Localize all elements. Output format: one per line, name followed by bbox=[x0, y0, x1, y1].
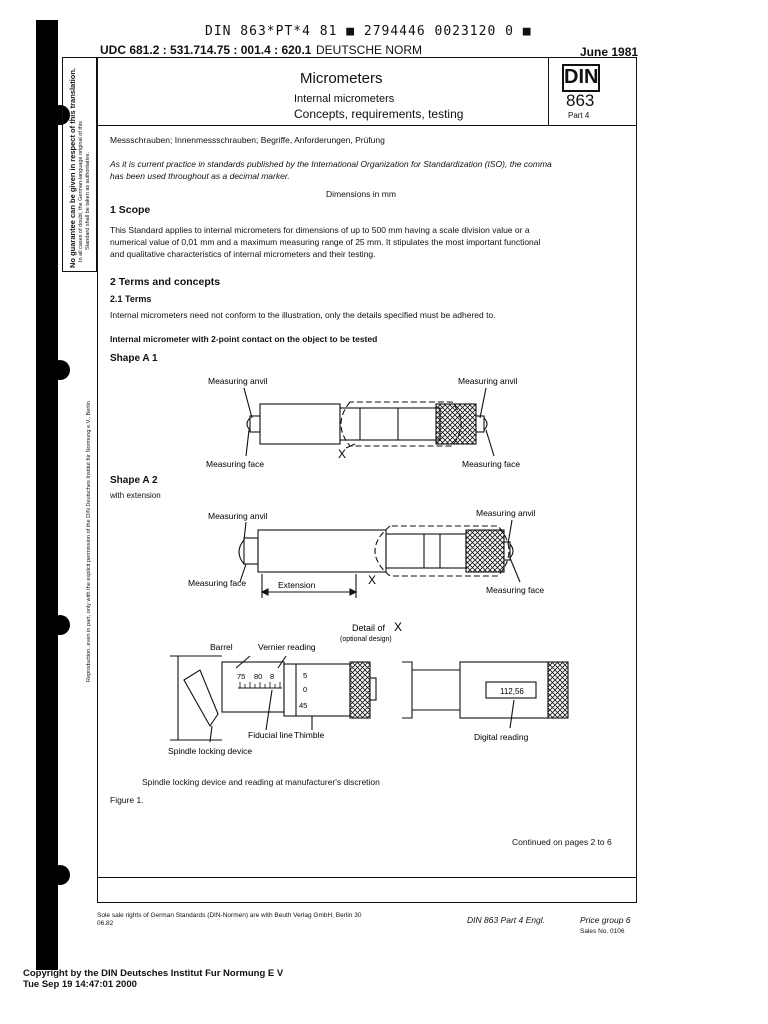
label-extension: Extension bbox=[278, 580, 316, 590]
label-measuring-face: Measuring face bbox=[206, 459, 265, 469]
scale-value: 8 bbox=[270, 672, 275, 681]
label-digital: Digital reading bbox=[474, 732, 529, 742]
document-subtitle: Concepts, requirements, testing bbox=[294, 107, 464, 121]
shape-note: with extension bbox=[110, 491, 161, 500]
iso-note: As it is current practice in standards published by the International Organization for Standardization (ISO), the comma bbox=[110, 159, 552, 169]
figure-caption: Figure 1. bbox=[110, 795, 144, 805]
scale-value: 80 bbox=[254, 672, 263, 681]
thimble-value: 45 bbox=[299, 701, 308, 710]
label-spindle-lock: Spindle locking device bbox=[168, 746, 253, 756]
label-measuring-anvil: Measuring anvil bbox=[458, 376, 518, 386]
shape-heading: Shape A 2 bbox=[110, 475, 158, 486]
scope-text: This Standard applies to internal micrometers for dimensions of up to 500 mm having a scale division value or a bbox=[110, 225, 530, 235]
scope-text: and qualitative characteristics of internal micrometers and their testing. bbox=[110, 249, 376, 259]
label-thimble: Thimble bbox=[294, 730, 325, 740]
continued-note: Continued on pages 2 to 6 bbox=[512, 837, 612, 847]
price-group: Price group 6 bbox=[580, 915, 631, 925]
edition-code: 06.82 bbox=[97, 920, 114, 927]
publication-date: June 1981 bbox=[580, 45, 639, 59]
label-measuring-face: Measuring face bbox=[462, 459, 521, 469]
digital-value: 112,56 bbox=[500, 687, 524, 696]
shape-heading: Shape A 1 bbox=[110, 353, 158, 364]
reproduction-notice: Reproduction, even in part, only with the explicit permission of the DIN Deutsches Institut für Normung e.V., Berlin bbox=[86, 401, 92, 682]
label-x: X bbox=[368, 573, 377, 587]
din-logo: DIN bbox=[562, 64, 600, 92]
print-timestamp: Tue Sep 19 14:47:01 2000 bbox=[23, 979, 137, 990]
norm-label: DEUTSCHE NORM bbox=[316, 43, 423, 57]
detail-optional: (optional design) bbox=[340, 636, 392, 643]
label-fiducial: Fiducial line bbox=[248, 730, 293, 740]
label-x: X bbox=[338, 447, 347, 461]
udc-code: UDC 681.2 : 531.714.75 : 001.4 : 620.1 bbox=[100, 43, 312, 57]
label-vernier: Vernier reading bbox=[258, 642, 316, 652]
contact-heading: Internal micrometer with 2-point contact on the object to be tested bbox=[110, 334, 378, 344]
label-measuring-anvil: Measuring anvil bbox=[208, 511, 268, 521]
subsection-heading: 2.1 Terms bbox=[110, 294, 152, 304]
thimble-value: 5 bbox=[303, 671, 308, 680]
terms-text: Internal micrometers need not conform to the illustration, only the details specified must be adhered to. bbox=[110, 310, 496, 320]
label-measuring-face: Measuring face bbox=[188, 578, 247, 588]
translation-warning: No guarantee can be given in respect of this translation. bbox=[68, 67, 77, 268]
standard-number: 863 bbox=[566, 91, 595, 110]
serial-number: DIN 863*PT*4 81 ■ 2794446 0023120 0 ■ bbox=[205, 24, 532, 39]
german-title: Messschrauben; Innenmessschrauben; Begriffe, Anforderungen, Prüfung bbox=[110, 135, 385, 145]
dimensions-note: Dimensions in mm bbox=[326, 189, 396, 199]
document-subtitle: Internal micrometers bbox=[294, 93, 395, 105]
translation-warning-detail: In all cases of doubt, the German-language original of this bbox=[78, 121, 84, 262]
sales-number: Sales No. 0106 bbox=[580, 928, 625, 935]
label-measuring-anvil: Measuring anvil bbox=[476, 508, 536, 518]
label-x: X bbox=[394, 620, 403, 634]
copyright-line: Copyright by the DIN Deutsches Institut Fur Normung E V bbox=[23, 968, 284, 979]
shape-a1-drawing bbox=[244, 388, 494, 456]
sale-rights: Sole sale rights of German Standards (DIN-Normen) are with Beuth Verlag GmbH, Berlin 30 bbox=[97, 912, 362, 919]
standard-part: Part 4 bbox=[568, 111, 590, 120]
scope-text: numerical value of 0,01 mm and a maximum measuring range of 25 mm. It stipulates the most important functional bbox=[110, 237, 541, 247]
translation-warning-detail: Standard shall be taken as authoritative. bbox=[85, 151, 91, 250]
section-heading: 1 Scope bbox=[110, 204, 151, 216]
document-title: Micrometers bbox=[300, 70, 383, 87]
label-measuring-anvil: Measuring anvil bbox=[208, 376, 268, 386]
label-barrel: Barrel bbox=[210, 642, 233, 652]
footer-doc-ref: DIN 863 Part 4 Engl. bbox=[467, 915, 545, 925]
scale-value: 75 bbox=[237, 672, 246, 681]
label-measuring-face: Measuring face bbox=[486, 585, 545, 595]
spindle-note: Spindle locking device and reading at manufacturer's discretion bbox=[142, 777, 380, 787]
thimble-value: 0 bbox=[303, 685, 308, 694]
detail-heading: Detail of bbox=[352, 623, 386, 633]
section-heading: 2 Terms and concepts bbox=[110, 276, 221, 288]
detail-digital-drawing bbox=[402, 662, 568, 728]
iso-note: has been used throughout as a decimal marker. bbox=[110, 171, 290, 181]
